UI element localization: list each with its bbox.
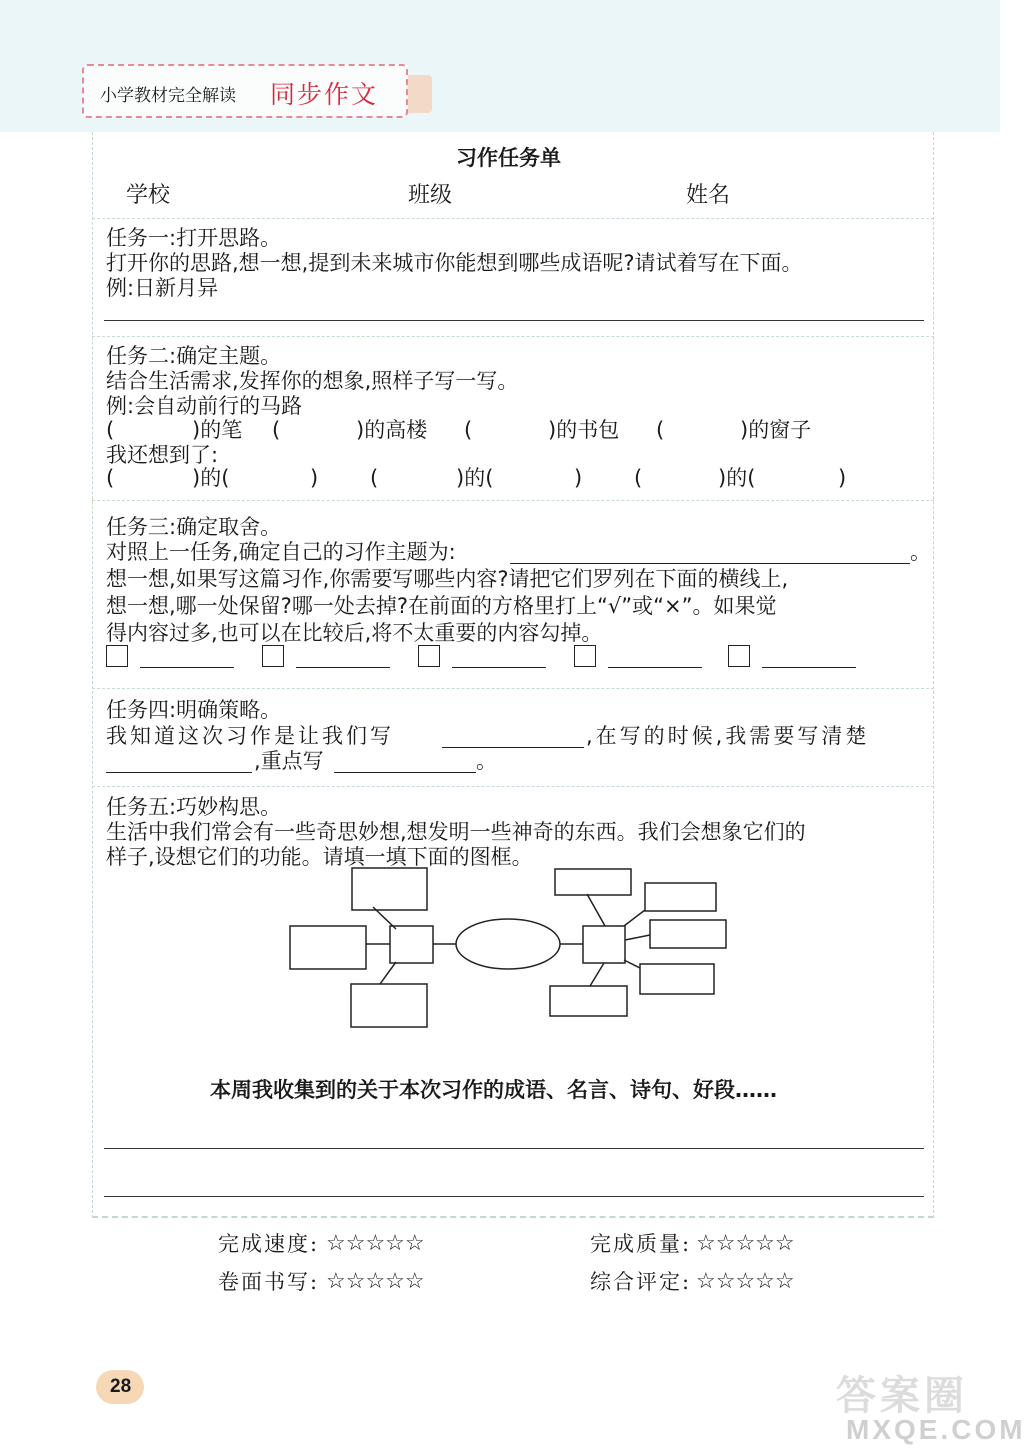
task3-line3: 想一想,哪一处保留?哪一处去掉?在前面的方格里打上“√”或“×”。如果觉: [106, 594, 777, 618]
task2-blank-open[interactable]: (: [272, 418, 281, 442]
watermark-top: 答案圈: [836, 1374, 968, 1418]
task2-blank-open[interactable]: (: [656, 418, 665, 442]
task2-blank-open[interactable]: (: [106, 466, 115, 490]
task4-line2a: ,重点写: [254, 749, 324, 773]
task2-blank-open[interactable]: (: [464, 418, 473, 442]
section-title: 同步作文: [270, 80, 379, 109]
mind-map-center-right-box[interactable]: [583, 926, 625, 963]
task2-blank-label: )的笔: [192, 418, 243, 442]
collect-answer-line[interactable]: [104, 1148, 924, 1149]
collect-answer-line[interactable]: [104, 1196, 924, 1197]
mind-map-center-ellipse[interactable]: [456, 919, 560, 969]
mind-map-box[interactable]: [290, 926, 366, 969]
mind-map-box[interactable]: [645, 883, 716, 911]
task1-example: 例:日新月异: [106, 276, 219, 300]
watermark-bottom: MXQE.COM: [846, 1414, 1026, 1445]
task3-line4: 得内容过多,也可以在比较后,将不太重要的内容勾掉。: [106, 621, 603, 645]
task2-blank-label: )的窗子: [740, 418, 812, 442]
class-label: 班级: [408, 183, 453, 208]
task1-heading: 任务一:打开思路。: [106, 226, 282, 250]
mind-map-box[interactable]: [650, 920, 726, 948]
page-number-badge: [96, 1370, 144, 1404]
mind-map-box[interactable]: [550, 986, 627, 1016]
mind-map-box[interactable]: [640, 964, 714, 994]
sheet-title: 习作任务单: [456, 146, 561, 170]
task5-line1: 生活中我们常会有一些奇思妙想,想发明一些神奇的东西。我们会想象它们的: [106, 820, 806, 844]
task2-prompt: 结合生活需求,发挥你的想象,照样子写一写。: [106, 369, 519, 393]
mind-map-connector: [624, 960, 640, 968]
task2-also: 我还想到了:: [106, 443, 219, 467]
rating-writing-stars[interactable]: ☆☆☆☆☆: [326, 1269, 425, 1294]
rating-overall-label: 综合评定:: [590, 1270, 692, 1294]
task2-blank-open[interactable]: (: [106, 418, 115, 442]
rating-quality-stars[interactable]: ☆☆☆☆☆: [696, 1231, 795, 1256]
task2-blank-label: )的(: [718, 466, 756, 490]
task2-blank-label: )的(: [456, 466, 494, 490]
book-title: 小学教材完全解读: [100, 86, 236, 106]
rating-speed-stars[interactable]: ☆☆☆☆☆: [326, 1231, 425, 1256]
mind-map-connector: [587, 894, 605, 926]
mind-map-connector: [380, 962, 396, 984]
task2-heading: 任务二:确定主题。: [106, 344, 282, 368]
name-label: 姓名: [686, 183, 731, 208]
task3-heading: 任务三:确定取舍。: [106, 515, 282, 539]
task2-blank-label: )的(: [192, 466, 230, 490]
task3-line1-end: 。: [910, 540, 931, 564]
task3-line2: 想一想,如果写这篇习作,你需要写哪些内容?请把它们罗列在下面的横线上,: [106, 567, 789, 591]
mind-map-box[interactable]: [351, 984, 427, 1027]
mind-map-box[interactable]: [555, 869, 631, 895]
task5-line2: 样子,设想它们的功能。请填一填下面的图框。: [106, 845, 533, 869]
task1-prompt: 打开你的思路,想一想,提到未来城市你能想到哪些成语呢?请试着写在下面。: [106, 251, 803, 275]
task2-example: 例:会自动前行的马路: [106, 394, 303, 418]
rating-speed-label: 完成速度:: [218, 1232, 320, 1256]
rating-writing-label: 卷面书写:: [218, 1270, 320, 1294]
task4-line1b: ,在写的时候,我需要写清楚: [586, 724, 870, 748]
collect-heading: 本周我收集到的关于本次习作的成语、名言、诗句、好段……: [210, 1078, 777, 1102]
task2-blank-close[interactable]: ): [574, 466, 583, 490]
task4-line2b: 。: [476, 749, 497, 773]
mind-map-connector: [590, 963, 604, 986]
task2-blank-close[interactable]: ): [310, 466, 319, 490]
task4-line1a: 我知道这次习作是让我们写: [106, 724, 394, 748]
page-number: 28: [110, 1376, 132, 1397]
task2-blank-open[interactable]: (: [634, 466, 643, 490]
task5-heading: 任务五:巧妙构思。: [106, 795, 282, 819]
rating-overall-stars[interactable]: ☆☆☆☆☆: [696, 1269, 795, 1294]
school-label: 学校: [126, 183, 171, 208]
task2-blank-close[interactable]: ): [838, 466, 847, 490]
task2-blank-label: )的高楼: [356, 418, 428, 442]
watermark: [826, 1364, 1026, 1450]
mind-map-connector: [625, 935, 650, 940]
task2-blank-open[interactable]: (: [370, 466, 379, 490]
mind-map-box[interactable]: [352, 868, 427, 910]
mind-map-center-left-box[interactable]: [390, 926, 433, 963]
mind-map-connector: [624, 910, 645, 926]
rating-quality-label: 完成质量:: [590, 1232, 692, 1256]
task2-blank-label: )的书包: [548, 418, 620, 442]
task4-heading: 任务四:明确策略。: [106, 698, 282, 722]
task3-line1: 对照上一任务,确定自己的习作主题为:: [106, 540, 456, 564]
